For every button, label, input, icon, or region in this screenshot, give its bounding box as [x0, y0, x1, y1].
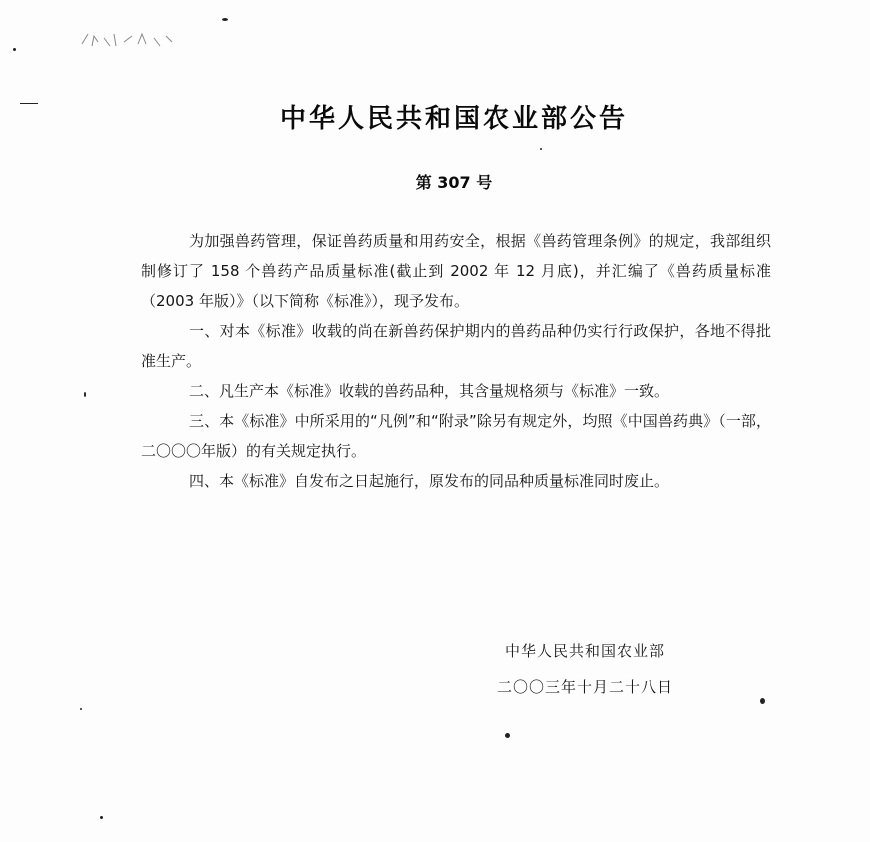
scan-speck	[222, 18, 228, 21]
scan-scribble-mark	[80, 28, 180, 50]
intro-paragraph: 为加强兽药管理，保证兽药质量和用药安全，根据《兽药管理条例》的规定，我部组织制修订了 158 个兽药产品质量标准(截止到 2002 年 12 月底)，并汇编了《兽药质量标准（2003 年版）》（以下简称《标准》），现予发布。	[141, 232, 771, 310]
clause-3-paragraph: 三、本《标准》中所采用的“凡例”和“附录”除另有规定外，均照《中国兽药典》（一部，二〇〇〇年版）的有关规定执行。	[141, 412, 771, 460]
scan-speck	[100, 816, 103, 819]
clause-2-paragraph: 二、凡生产本《标准》收载的兽药品种，其含量规格须与《标准》一致。	[189, 382, 670, 400]
issue-date: 二〇〇三年十月二十八日	[497, 678, 674, 696]
scan-speck	[505, 733, 510, 738]
scan-speck	[760, 698, 765, 704]
scan-speck	[80, 708, 82, 710]
notice-title: 中华人民共和国农业部公告	[279, 104, 628, 134]
notice-number: 第 307 号	[415, 173, 493, 192]
clause-4-paragraph: 四、本《标准》自发布之日起施行，原发布的同品种质量标准同时废止。	[189, 472, 670, 490]
scan-speck	[540, 148, 542, 150]
issuing-authority: 中华人民共和国农业部	[505, 642, 666, 660]
notice-body	[141, 226, 771, 496]
scan-speck	[13, 48, 16, 51]
scan-speck	[84, 392, 86, 397]
clause-1-paragraph: 一、对本《标准》收载的尚在新兽药保护期内的兽药品种仍实行行政保护，各地不得批准生产。	[141, 322, 771, 370]
